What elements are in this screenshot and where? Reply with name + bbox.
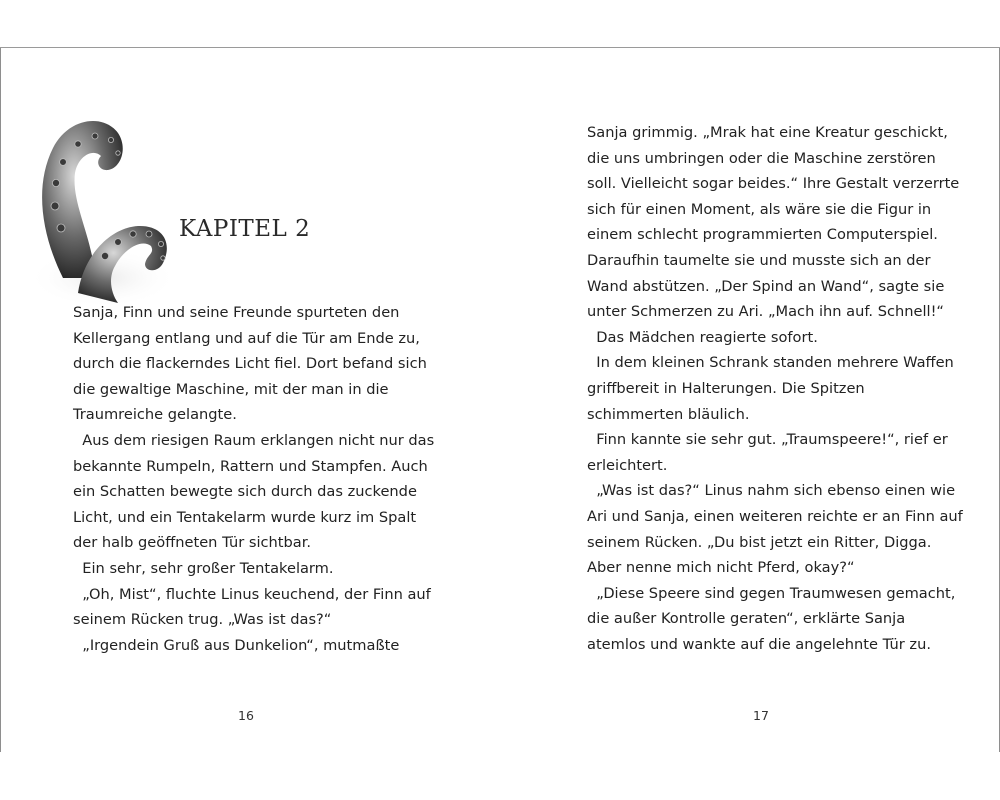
page-number: 16 <box>238 708 254 723</box>
text-line: unter Schmerzen zu Ari. „Mach ihn auf. Schnell!“ <box>587 303 944 321</box>
text-line: griffbereit in Halterungen. Die Spitzen <box>587 379 865 397</box>
left-page-text <box>73 300 433 658</box>
page-number: 17 <box>753 708 769 723</box>
text-line: bekannte Rumpeln, Rattern und Stampfen. Auch <box>73 457 428 475</box>
text-line: Aus dem riesigen Raum erklangen nicht nur das <box>73 431 435 449</box>
text-line: Sanja, Finn und seine Freunde spurteten den <box>73 304 400 321</box>
chapter-title: KAPITEL 2 <box>179 216 311 242</box>
right-page <box>501 48 1000 752</box>
text-line: erleichtert. <box>587 456 668 474</box>
text-line: „Diese Speere sind gegen Traumwesen gemacht, <box>587 584 956 602</box>
text-line: atemlos und wankte auf die angelehnte Tür zu. <box>587 635 931 653</box>
text-line: seinem Rücken. „Du bist jetzt ein Ritter, Digga. <box>587 533 932 551</box>
text-line: Daraufhin taumelte sie und musste sich an der <box>587 251 931 269</box>
book-spread <box>0 47 1000 753</box>
text-line: Kellergang entlang und auf die Tür am Ende zu, <box>73 329 420 347</box>
text-line: Das Mädchen reagierte sofort. <box>587 328 818 346</box>
text-line: sich für einen Moment, als wäre sie die Figur in <box>587 200 932 218</box>
text-line: Ari und Sanja, einen weiteren reichte er an Finn auf <box>587 507 963 525</box>
text-line: die gewaltige Maschine, mit der man in die <box>73 380 389 398</box>
text-line: durch die flackerndes Licht fiel. Dort befand sich <box>73 355 427 373</box>
left-page <box>0 48 502 752</box>
text-line: Aber nenne mich nicht Pferd, okay?“ <box>587 559 855 577</box>
text-line: die uns umbringen oder die Maschine zerstören <box>587 149 936 167</box>
tentacle-illustration <box>23 78 183 308</box>
text-line: „Irgendein Gruß aus Dunkelion“, mutmaßte <box>73 636 400 654</box>
text-line: Traumreiche gelangte. <box>73 406 237 424</box>
text-line: Finn kannte sie sehr gut. „Traumspeere!“, rief er <box>587 431 948 449</box>
text-line: „Oh, Mist“, fluchte Linus keuchend, der Finn auf <box>73 585 431 603</box>
text-line: soll. Vielleicht sogar beides.“ Ihre Gestalt verzerrte <box>587 175 960 193</box>
text-line: seinem Rücken trug. „Was ist das?“ <box>73 611 332 629</box>
text-line: Wand abstützen. „Der Spind an Wand“, sagte sie <box>587 277 945 295</box>
text-line: schimmerten bläulich. <box>587 405 750 423</box>
text-line: einem schlecht programmierten Computerspiel. <box>587 226 938 244</box>
text-line: Licht, und ein Tentakelarm wurde kurz im Spalt <box>73 508 417 526</box>
text-line: der halb geöffneten Tür sichtbar. <box>73 534 312 552</box>
text-line: In dem kleinen Schrank standen mehrere Waffen <box>587 354 954 372</box>
text-line: Sanja grimmig. „Mrak hat eine Kreatur geschickt, <box>587 124 948 141</box>
text-line: „Was ist das?“ Linus nahm sich ebenso einen wie <box>587 482 956 500</box>
right-page-text <box>587 120 963 657</box>
text-line: ein Schatten bewegte sich durch das zuckende <box>73 483 417 501</box>
text-line: Ein sehr, sehr großer Tentakelarm. <box>73 559 334 577</box>
text-line: die außer Kontrolle geraten“, erklärte Sanja <box>587 610 906 628</box>
